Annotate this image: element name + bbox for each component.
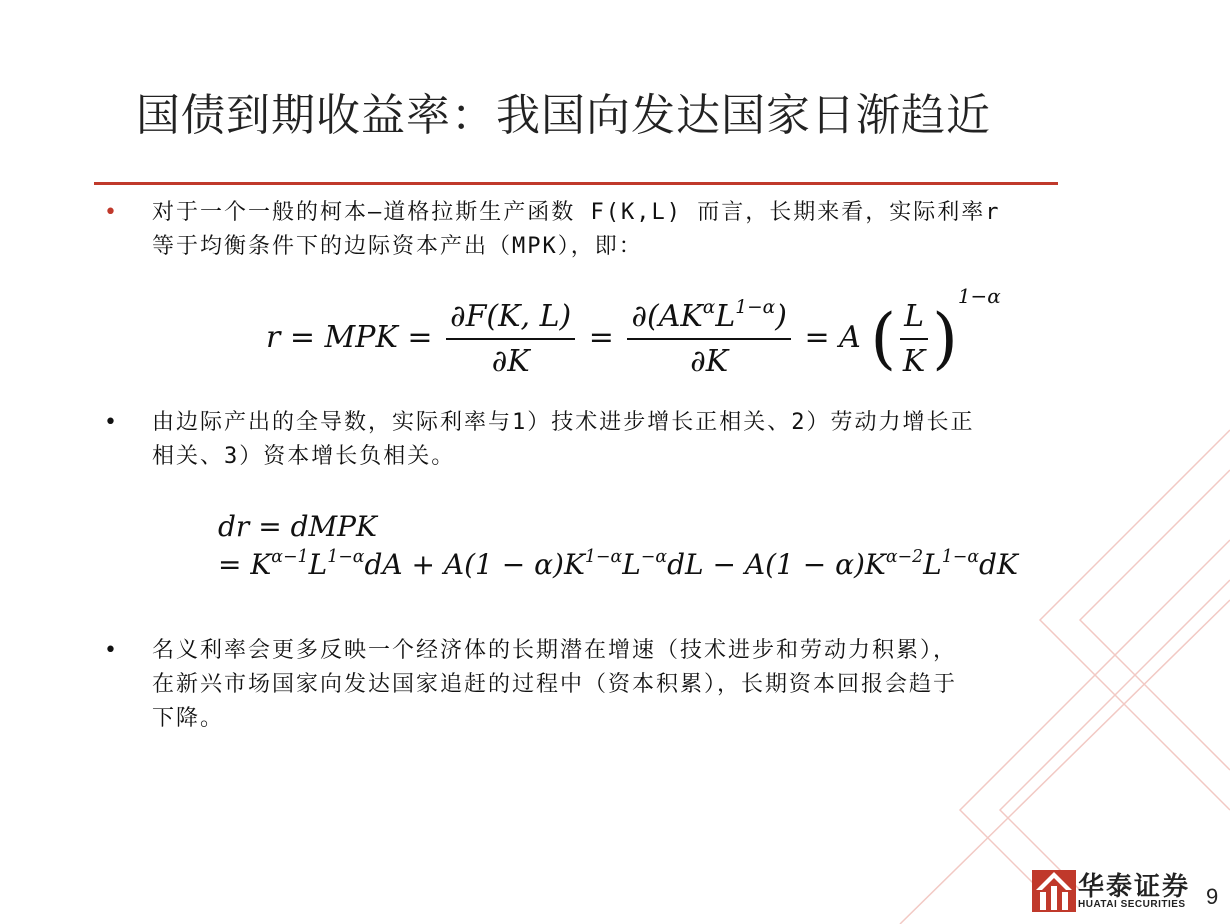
paren-close: ) (932, 300, 958, 377)
fraction-dAKL-dK (627, 296, 790, 379)
huatai-logo-icon (1032, 866, 1076, 912)
fraction-L-K (900, 299, 928, 379)
page-title: 国债到期收益率：我国向发达国家日渐趋近 (136, 90, 991, 141)
outer-exponent: 1−α (957, 284, 1001, 308)
numerator-part: ) (775, 299, 787, 334)
company-logo (1032, 866, 1202, 914)
fraction-dF-dK (446, 299, 575, 379)
numerator-exponent: 1−α (735, 296, 776, 318)
formula-lhs: r = MPK = (266, 320, 433, 355)
formula-term: L (308, 548, 328, 581)
logo-text-en: HUATAI SECURITIES (1078, 899, 1186, 910)
formula-mpk (266, 284, 1001, 379)
formula-term: dK (979, 548, 1018, 581)
formula-dr (218, 508, 1018, 584)
page-number: 9 (1206, 884, 1219, 909)
bullet-3-text (152, 634, 1092, 736)
bullet-line: 对于一个一般的柯本–道格拉斯生产函数 F(K,L) 而言，长期来看，实际利率r (152, 200, 1001, 225)
formula-term: = K (218, 548, 272, 581)
logo-text-cn: 华泰证券 (1078, 872, 1191, 902)
numerator-part: ∂(AK (631, 299, 703, 334)
bullet-line: 等于均衡条件下的边际资本产出（MPK），即： (152, 234, 643, 259)
fraction-numerator: ∂F(K, L) (446, 299, 575, 340)
fraction-denominator: ∂K (690, 344, 729, 379)
numerator-part: L (715, 299, 736, 334)
bullet-line: 下降。 (152, 706, 225, 731)
bullet-dot: • (104, 410, 117, 435)
formula-term: L (923, 548, 942, 581)
fraction-denominator: K (902, 344, 926, 379)
formula-exponent: α−1 (271, 546, 309, 567)
bullet-dot: • (104, 200, 117, 225)
formula-line-1: dr = dMPK (218, 510, 377, 543)
formula-term: dL − A(1 − α)K (667, 548, 886, 581)
formula-exponent: 1−α (941, 546, 980, 567)
equals-A: = A (804, 320, 861, 355)
fraction-numerator (627, 296, 790, 340)
bullet-dot: • (104, 638, 117, 663)
bullet-line: 名义利率会更多反映一个经济体的长期潜在增速（技术进步和劳动力积累）， (152, 638, 958, 663)
formula-exponent: 1−α (584, 546, 623, 567)
formula-exponent: α−2 (885, 546, 924, 567)
equals-sign: = (588, 320, 614, 355)
fraction-denominator: ∂K (491, 344, 530, 379)
bullet-2-text (152, 406, 1092, 474)
bullet-line: 在新兴市场国家向发达国家追赶的过程中（资本积累），长期资本回报会趋于 (152, 672, 958, 697)
formula-line-2 (218, 546, 1018, 584)
fraction-numerator: L (900, 299, 928, 340)
title-underline (94, 182, 1058, 185)
bullet-line: 由边际产出的全导数，实际利率与1）技术进步增长正相关、2）劳动力增长正 (152, 410, 975, 435)
formula-exponent: −α (640, 546, 668, 567)
bullet-line: 相关、3）资本增长负相关。 (152, 444, 456, 469)
formula-term: dA + A(1 − α)K (364, 548, 585, 581)
formula-exponent: 1−α (327, 546, 365, 567)
formula-term: L (622, 548, 641, 581)
bullet-1-text (152, 196, 1092, 264)
paren-open: ( (870, 300, 897, 377)
numerator-exponent: α (702, 296, 716, 318)
